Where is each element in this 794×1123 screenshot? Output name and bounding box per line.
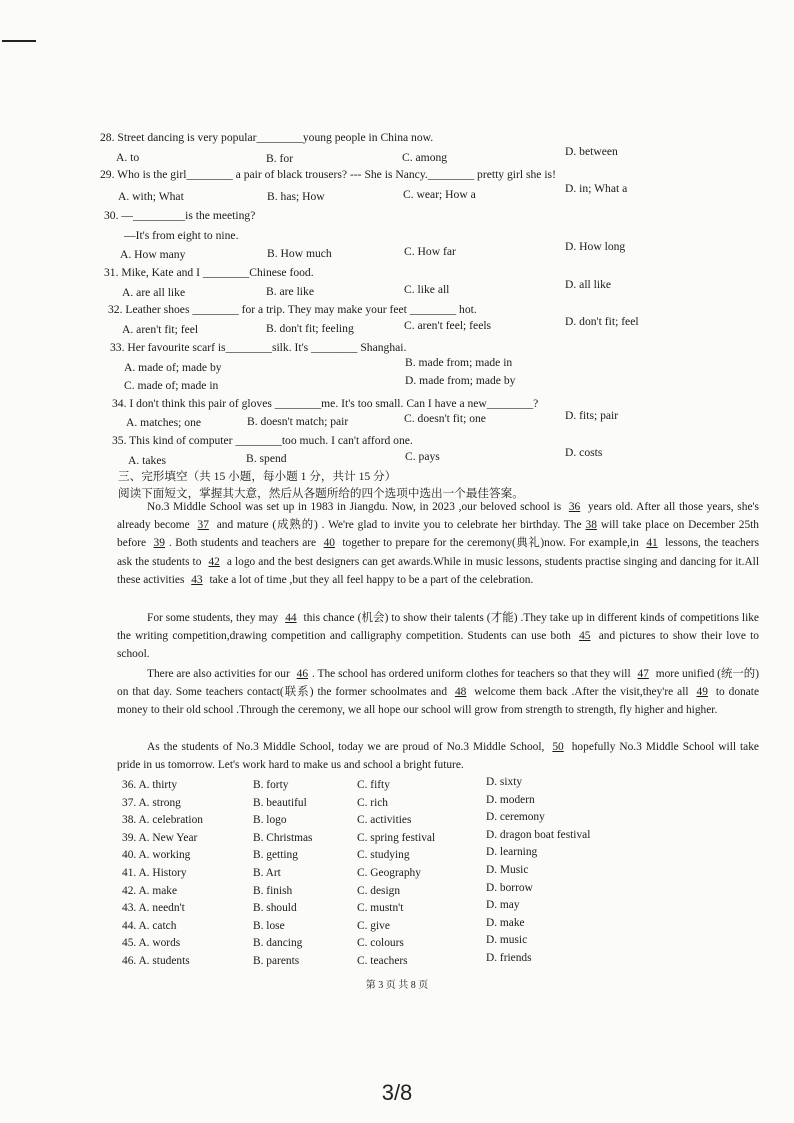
question-28-stem: 28. Street dancing is very popular________young people in China now. — [100, 131, 434, 144]
passage-text: to donate money to their old school .Through the ceremony, we all hope our school will grow from strength to strength, fly higher and higher. — [117, 686, 760, 717]
question-29-stem: 29. Who is the girl________ a pair of black trousers? --- She is Nancy.________ pretty girl she is! — [100, 168, 556, 181]
q35-option-c: C. pays — [405, 450, 440, 463]
choice-46-d: D. friends — [486, 952, 532, 964]
choice-39-a: 39. A. New Year — [122, 831, 198, 844]
passage-text: hopefully No.3 Middle School will take pride in us tomorrow. Let's work hard to make us and school a bright future. — [117, 741, 759, 772]
passage-text: years old. After all those years, she's already become — [117, 501, 759, 532]
passage-text: together to prepare for the ceremony(典礼)now. For example,in — [338, 537, 643, 550]
choice-45-b: B. dancing — [253, 937, 303, 950]
q30-option-a: A. How many — [120, 248, 186, 261]
blank-50: 50 — [552, 741, 564, 753]
passage-paragraph-2 — [117, 609, 759, 664]
choice-39-d: D. dragon boat festival — [486, 828, 591, 841]
blank-40: 40 — [323, 537, 335, 550]
passage-text: For some students, they may — [147, 612, 282, 624]
choice-43-d: D. may — [486, 899, 520, 912]
q32-option-d: D. don't fit; feel — [565, 315, 639, 328]
q34-option-b: B. doesn't match; pair — [247, 415, 349, 428]
q34-option-c: C. doesn't fit; one — [404, 412, 486, 425]
q29-option-d: D. in; What a — [565, 182, 628, 195]
q35-option-b: B. spend — [246, 452, 287, 465]
choice-46-c: C. teachers — [357, 955, 408, 967]
choice-39-c: C. spring festival — [357, 831, 436, 844]
passage-text: There are also activities for our — [147, 668, 293, 680]
choice-41-d: D. Music — [486, 864, 529, 876]
choice-45-a: 45. A. words — [122, 937, 181, 950]
choice-42-a: 42. A. make — [122, 884, 178, 897]
choice-44-a: 44. A. catch — [122, 919, 177, 932]
choice-41-b: B. Art — [253, 867, 281, 879]
passage-text: welcome them back .After the visit,they're all — [470, 686, 693, 699]
choice-45-c: C. colours — [357, 937, 404, 950]
choice-41-c: C. Geography — [357, 867, 421, 879]
q32-option-a: A. aren't fit; feel — [122, 323, 199, 336]
q28-option-a: A. to — [116, 151, 140, 164]
question-30-stem: 30. —_________is the meeting? — [104, 209, 256, 222]
q29-option-a: A. with; What — [118, 190, 184, 203]
q31-option-b: B. are like — [266, 285, 314, 298]
q33-option-c: C. made of; made in — [124, 379, 219, 392]
section-instruction: 阅读下面短文，掌握其大意，然后从各题所给的四个选项中选出一个最佳答案。 — [118, 487, 524, 500]
q30-option-c: C. How far — [404, 245, 456, 258]
blank-42: 42 — [208, 555, 220, 568]
blank-38: 38 — [585, 519, 597, 532]
question-34-stem: 34. I don't think this pair of gloves ________me. It's too small. Can I have a new________? — [112, 397, 539, 410]
passage-text: will take place on December 25th before — [117, 519, 759, 550]
passage-text: No.3 Middle School was set up in 1983 in Jiangdu. Now, in 2023 ,our beloved school is — [147, 501, 565, 513]
blank-43: 43 — [191, 573, 203, 586]
question-31-stem: 31. Mike, Kate and I ________Chinese food. — [104, 266, 314, 279]
passage-text: . The school has ordered uniform clothes for teachers so that they will — [312, 668, 634, 680]
passage-text: take a lot of time ,but they all feel happy to be a part of the celebration. — [206, 573, 534, 586]
choice-38-c: C. activities — [357, 814, 412, 827]
choice-36-a: 36. A. thirty — [122, 779, 178, 791]
question-33-stem: 33. Her favourite scarf is________silk. It's ________ Shanghai. — [110, 341, 407, 354]
choice-40-d: D. learning — [486, 846, 538, 859]
choice-40-c: C. studying — [357, 849, 410, 862]
passage-paragraph-4 — [117, 738, 759, 774]
blank-39: 39 — [153, 537, 165, 550]
blank-47: 47 — [637, 668, 649, 680]
q28-option-b: B. for — [266, 152, 294, 165]
scan-mark — [2, 40, 36, 42]
q33-option-d: D. made from; made by — [405, 374, 516, 387]
choice-45-d: D. music — [486, 934, 528, 947]
q33-option-b: B. made from; made in — [405, 356, 513, 369]
passage-text: this chance (机会) to show their talents (才能) .They take up in different kinds of competitions like the writing competition,drawing competition and calligraphy competition. Students can use both — [117, 612, 759, 643]
blank-41: 41 — [646, 537, 658, 550]
choice-36-c: C. fifty — [357, 779, 390, 791]
blank-37: 37 — [197, 519, 209, 532]
page-footer: 第 3 页 共 8 页 — [365, 980, 429, 991]
q31-option-d: D. all like — [565, 278, 612, 291]
q31-option-a: A. are all like — [122, 286, 186, 299]
choice-44-c: C. give — [357, 919, 390, 932]
passage-text: and pictures to show their love to school. — [117, 630, 760, 661]
choice-38-b: B. logo — [253, 814, 287, 827]
q32-option-c: C. aren't feel; feels — [404, 319, 492, 332]
blank-49: 49 — [696, 686, 708, 699]
q32-option-b: B. don't fit; feeling — [266, 322, 354, 335]
q29-option-c: C. wear; How a — [403, 188, 476, 201]
page-counter: 3/8 — [381, 1080, 413, 1105]
choice-42-d: D. borrow — [486, 881, 533, 894]
choice-43-c: C. mustn't — [357, 902, 404, 915]
choice-44-b: B. lose — [253, 919, 285, 932]
q30-option-b: B. How much — [267, 247, 332, 260]
blank-36: 36 — [568, 501, 581, 513]
q28-option-c: C. among — [402, 151, 448, 164]
blank-46: 46 — [296, 668, 309, 680]
question-32-stem: 32. Leather shoes ________ for a trip. They may make your feet ________ hot. — [108, 303, 477, 316]
q30-option-d: D. How long — [565, 240, 626, 253]
q35-option-d: D. costs — [565, 446, 603, 459]
passage-text: a logo and the best designers can get awards.While in music lessons, students practise singing and dancing for it.All these activities — [117, 555, 759, 586]
question-30-stem-reply: —It's from eight to nine. — [124, 229, 239, 242]
choice-42-c: C. design — [357, 884, 401, 897]
blank-44: 44 — [285, 612, 297, 624]
choice-46-b: B. parents — [253, 955, 300, 967]
choice-43-a: 43. A. needn't — [122, 902, 185, 915]
choice-37-a: 37. A. strong — [122, 796, 181, 809]
choice-46-a: 46. A. students — [122, 955, 190, 967]
section-title: 三、完形填空（共 15 小题，每小题 1 分，共计 15 分） — [118, 470, 397, 483]
choice-36-d: D. sixty — [486, 776, 523, 788]
blank-45: 45 — [579, 630, 591, 643]
q34-option-a: A. matches; one — [126, 416, 202, 429]
choice-36-b: B. forty — [253, 779, 289, 791]
passage-paragraph-3 — [117, 665, 759, 720]
q29-option-b: B. has; How — [267, 190, 325, 203]
q35-option-a: A. takes — [128, 454, 166, 467]
choice-41-a: 41. A. History — [122, 867, 187, 879]
passage-text: . Both students and teachers are — [168, 537, 320, 550]
q33-option-a: A. made of; made by — [124, 361, 222, 374]
q34-option-d: D. fits; pair — [565, 409, 619, 422]
choice-42-b: B. finish — [253, 884, 293, 897]
choice-38-d: D. ceremony — [486, 811, 545, 824]
passage-text: lessons, the teachers ask the students to — [117, 537, 760, 568]
choice-44-d: D. make — [486, 916, 525, 929]
blank-48: 48 — [454, 686, 467, 699]
passage-text: more unified (统一的) on that day. Some teachers contact(联系) the former schoolmates and — [117, 668, 760, 699]
passage-text: and mature (成熟的) . We're glad to invite you to celebrate her birthday. The — [212, 519, 582, 532]
choice-37-b: B. beautiful — [253, 796, 307, 809]
passage-paragraph-1 — [117, 498, 759, 589]
question-35-stem: 35. This kind of computer ________too much. I can't afford one. — [112, 434, 413, 447]
choice-40-a: 40. A. working — [122, 849, 191, 862]
q31-option-c: C. like all — [404, 283, 450, 296]
choice-37-c: C. rich — [357, 796, 389, 809]
choice-38-a: 38. A. celebration — [122, 814, 203, 827]
passage-text: As the students of No.3 Middle School, today we are proud of No.3 Middle School, — [147, 741, 549, 753]
choice-39-b: B. Christmas — [253, 831, 313, 844]
choice-40-b: B. getting — [253, 849, 298, 862]
choice-43-b: B. should — [253, 902, 297, 915]
q28-option-d: D. between — [565, 145, 618, 158]
choice-37-d: D. modern — [486, 793, 535, 806]
